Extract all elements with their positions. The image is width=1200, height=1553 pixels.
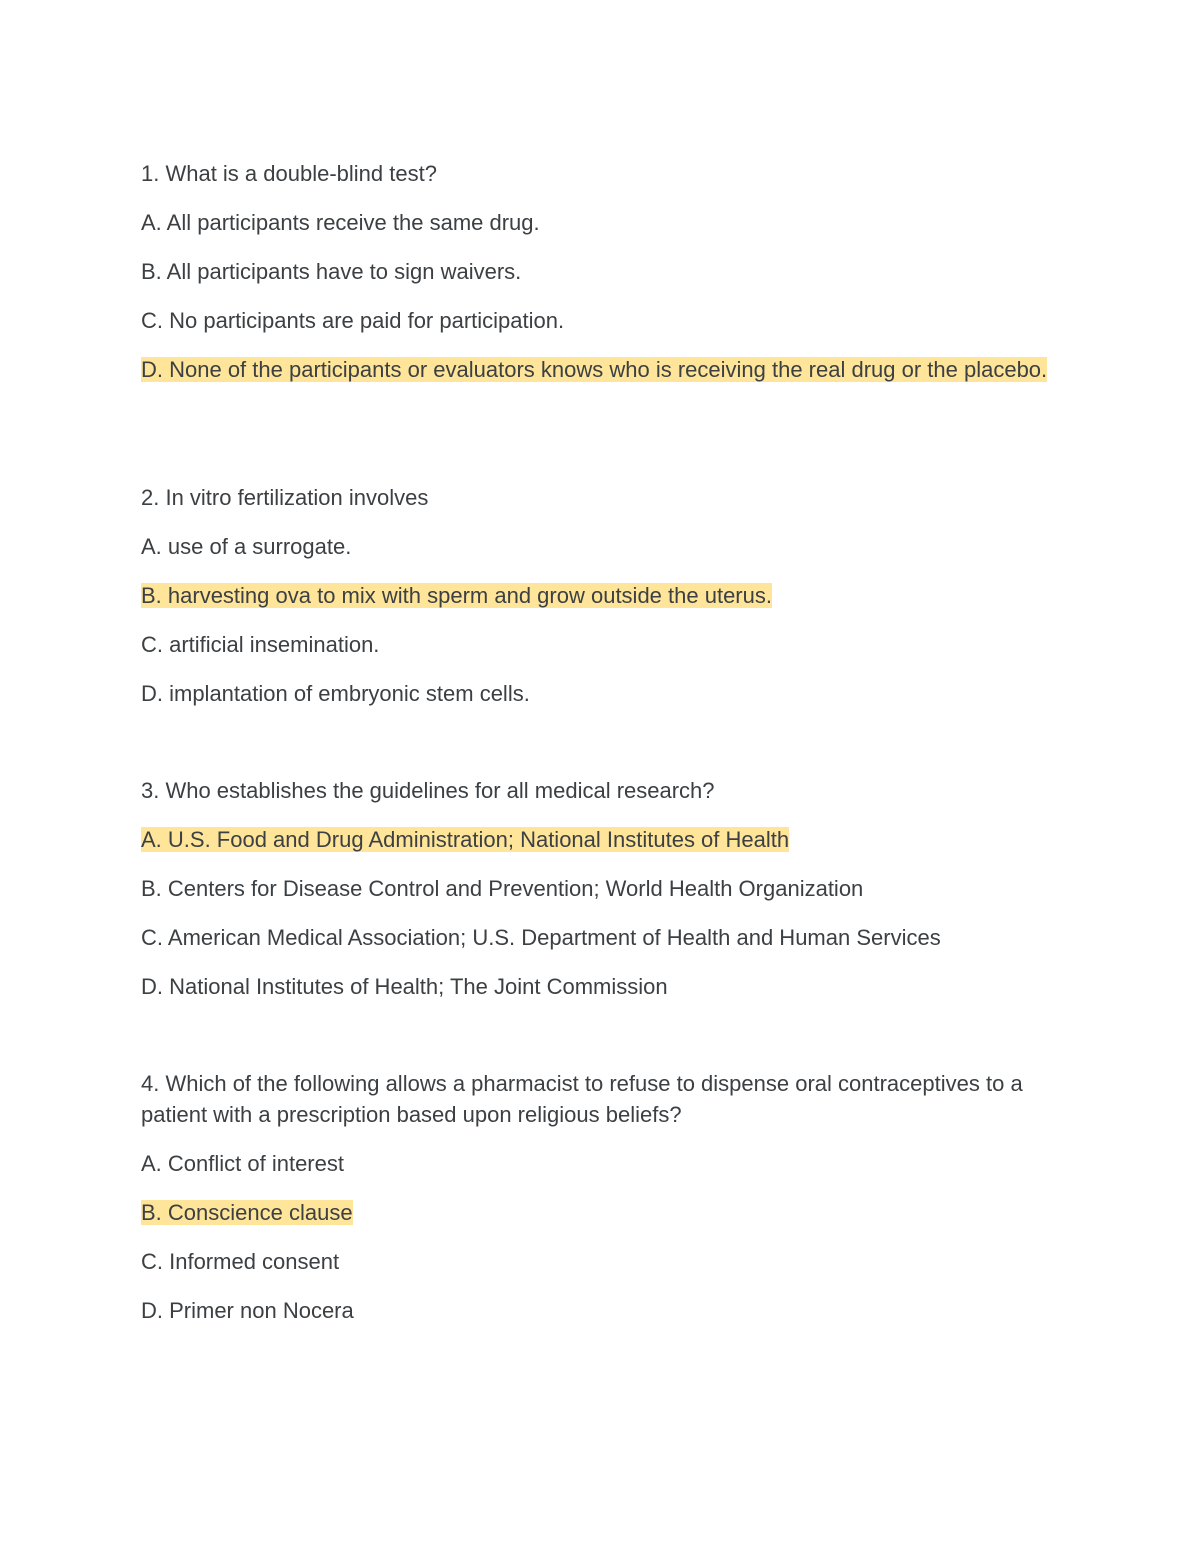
question-prompt: 3. Who establishes the guidelines for all medical research? — [141, 778, 715, 803]
answer-option — [141, 922, 1051, 953]
answer-option-correct — [141, 824, 1051, 855]
answer-option-correct — [141, 1197, 1051, 1228]
answer-option-text: C. No participants are paid for participation. — [141, 308, 565, 333]
answer-option-text: C. artificial insemination. — [141, 632, 380, 657]
question-4 — [141, 1068, 1051, 1344]
highlighted-answer-text: B. harvesting ova to mix with sperm and grow outside the uterus. — [141, 583, 772, 608]
answer-option-correct — [141, 354, 1051, 385]
answer-option — [141, 1295, 1051, 1326]
answer-option — [141, 971, 1051, 1002]
answer-option — [141, 629, 1051, 660]
question-1 — [141, 158, 1051, 403]
answer-option-text: C. Informed consent — [141, 1249, 340, 1274]
question-prompt: 4. Which of the following allows a pharmacist to refuse to dispense oral contraceptives to a patient with a prescription based upon religious beliefs? — [141, 1071, 1023, 1127]
answer-option — [141, 531, 1051, 562]
answer-option — [141, 305, 1051, 336]
highlighted-answer-text: D. None of the participants or evaluators knows who is receiving the real drug or the placebo. — [141, 357, 1048, 382]
answer-option-text: D. Primer non Nocera — [141, 1298, 354, 1323]
answer-option-text: C. American Medical Association; U.S. Department of Health and Human Services — [141, 925, 941, 950]
answer-option-text: A. use of a surrogate. — [141, 534, 352, 559]
answer-option-correct — [141, 580, 1051, 611]
question-2 — [141, 482, 1051, 727]
question-3 — [141, 775, 1051, 1020]
answer-option-text: A. All participants receive the same drug. — [141, 210, 540, 235]
answer-option — [141, 873, 1051, 904]
answer-option — [141, 256, 1051, 287]
answer-option-text: B. All participants have to sign waivers. — [141, 259, 522, 284]
answer-option — [141, 1246, 1051, 1277]
question-prompt: 1. What is a double-blind test? — [141, 161, 437, 186]
answer-option — [141, 1148, 1051, 1179]
answer-option-text: A. Conflict of interest — [141, 1151, 344, 1176]
highlighted-answer-text: B. Conscience clause — [141, 1200, 353, 1225]
answer-option-text: B. Centers for Disease Control and Prevention; World Health Organization — [141, 876, 864, 901]
answer-option — [141, 678, 1051, 709]
answer-option-text: D. implantation of embryonic stem cells. — [141, 681, 530, 706]
question-prompt: 2. In vitro fertilization involves — [141, 485, 429, 510]
answer-option-text: D. National Institutes of Health; The Joint Commission — [141, 974, 668, 999]
answer-option — [141, 207, 1051, 238]
highlighted-answer-text: A. U.S. Food and Drug Administration; National Institutes of Health — [141, 827, 790, 852]
